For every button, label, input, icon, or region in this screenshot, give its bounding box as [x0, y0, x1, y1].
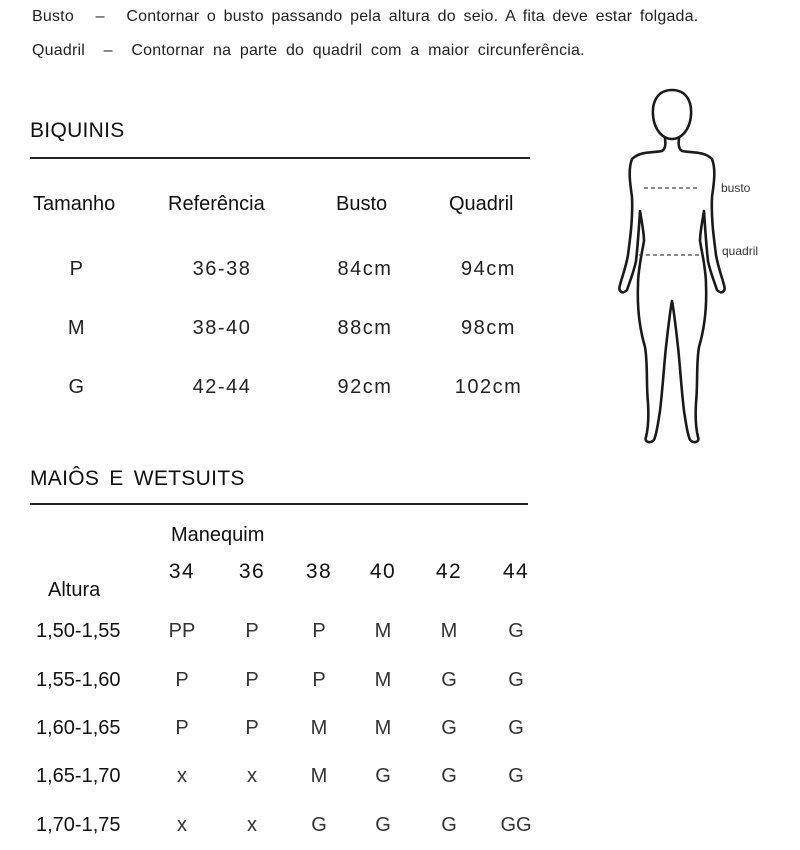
biquinis-cell-busto: 84cm [337, 258, 393, 280]
body-silhouette-icon [600, 85, 770, 460]
biquinis-title: BIQUINIS [30, 119, 125, 142]
biquinis-cell-tamanho: M [67, 317, 87, 339]
maios-size-cell: P [245, 620, 259, 642]
maios-size-cell: P [175, 669, 189, 691]
biquinis-cell-referencia: 36-38 [192, 258, 252, 280]
biquinis-cell-quadril: 98cm [461, 317, 516, 339]
maios-rule [30, 503, 528, 505]
maios-altura-cell: 1,50-1,55 [36, 620, 121, 642]
intro-busto-text: Contornar o busto passando pela altura do seio. A fita deve estar folgada. [126, 8, 699, 25]
maios-size-cell: M [440, 620, 458, 642]
intro-busto-sep: – [95, 8, 105, 25]
maios-size-cell: G [441, 669, 457, 691]
intro-quadril-sep: – [103, 42, 113, 59]
maios-size-cell: x [177, 765, 187, 787]
maios-altura-cell: 1,65-1,70 [36, 765, 121, 787]
maios-size-cell: G [508, 620, 524, 642]
maios-size-cell: G [375, 765, 391, 787]
intro-busto-line [32, 8, 698, 26]
biquinis-header-tamanho: Tamanho [33, 193, 116, 215]
maios-size-cell: PP [168, 620, 196, 642]
intro-quadril-line [32, 42, 585, 60]
biquinis-cell-quadril: 94cm [461, 258, 516, 280]
biquinis-rule [30, 157, 530, 159]
maios-size-cell: P [245, 669, 259, 691]
intro-busto-term: Busto [32, 8, 74, 25]
maios-altura-cell: 1,55-1,60 [36, 669, 121, 691]
biquinis-cell-referencia: 38-40 [192, 317, 252, 339]
maios-altura-cell: 1,70-1,75 [36, 814, 121, 836]
maios-size-cell: G [508, 765, 524, 787]
maios-size-header: 40 [369, 560, 397, 583]
maios-size-cell: G [441, 814, 457, 836]
figure-label-quadril: quadril [722, 244, 759, 258]
maios-size-cell: G [508, 669, 524, 691]
biquinis-cell-quadril: 102cm [454, 376, 523, 398]
biquinis-cell-tamanho: P [69, 258, 85, 280]
maios-size-cell: M [374, 717, 392, 739]
maios-size-cell: G [375, 814, 391, 836]
maios-size-cell: GG [500, 814, 532, 836]
maios-size-cell: M [310, 765, 328, 787]
maios-size-cell: M [374, 620, 392, 642]
maios-size-cell: G [311, 814, 327, 836]
maios-size-header: 36 [238, 560, 266, 583]
maios-size-cell: G [441, 765, 457, 787]
biquinis-cell-tamanho: G [68, 376, 86, 398]
biquinis-header-referencia: Referência [168, 193, 265, 215]
maios-altura-cell: 1,60-1,65 [36, 717, 121, 739]
maios-size-cell: M [374, 669, 392, 691]
biquinis-cell-busto: 92cm [337, 376, 393, 398]
biquinis-cell-busto: 88cm [337, 317, 393, 339]
maios-size-header: 38 [305, 560, 333, 583]
maios-size-cell: M [310, 717, 328, 739]
intro-quadril-text: Contornar na parte do quadril com a maior circunferência. [131, 42, 585, 59]
maios-title: MAIÔS E WETSUITS [30, 467, 245, 490]
maios-size-cell: P [245, 717, 259, 739]
maios-size-cell: G [508, 717, 524, 739]
maios-size-cell: P [312, 669, 326, 691]
maios-size-header: 34 [168, 560, 196, 583]
biquinis-header-busto: Busto [336, 193, 388, 215]
biquinis-cell-referencia: 42-44 [192, 376, 252, 398]
maios-size-cell: x [247, 814, 257, 836]
maios-size-header: 42 [435, 560, 463, 583]
maios-size-cell: G [441, 717, 457, 739]
figure-label-busto: busto [721, 181, 751, 195]
intro-quadril-term: Quadril [32, 42, 85, 59]
maios-altura-label: Altura [48, 579, 101, 601]
maios-manequim-label: Manequim [171, 524, 265, 546]
maios-size-cell: x [177, 814, 187, 836]
maios-size-cell: P [175, 717, 189, 739]
maios-size-cell: P [312, 620, 326, 642]
maios-size-cell: x [247, 765, 257, 787]
maios-size-header: 44 [502, 560, 530, 583]
biquinis-header-quadril: Quadril [449, 193, 514, 215]
